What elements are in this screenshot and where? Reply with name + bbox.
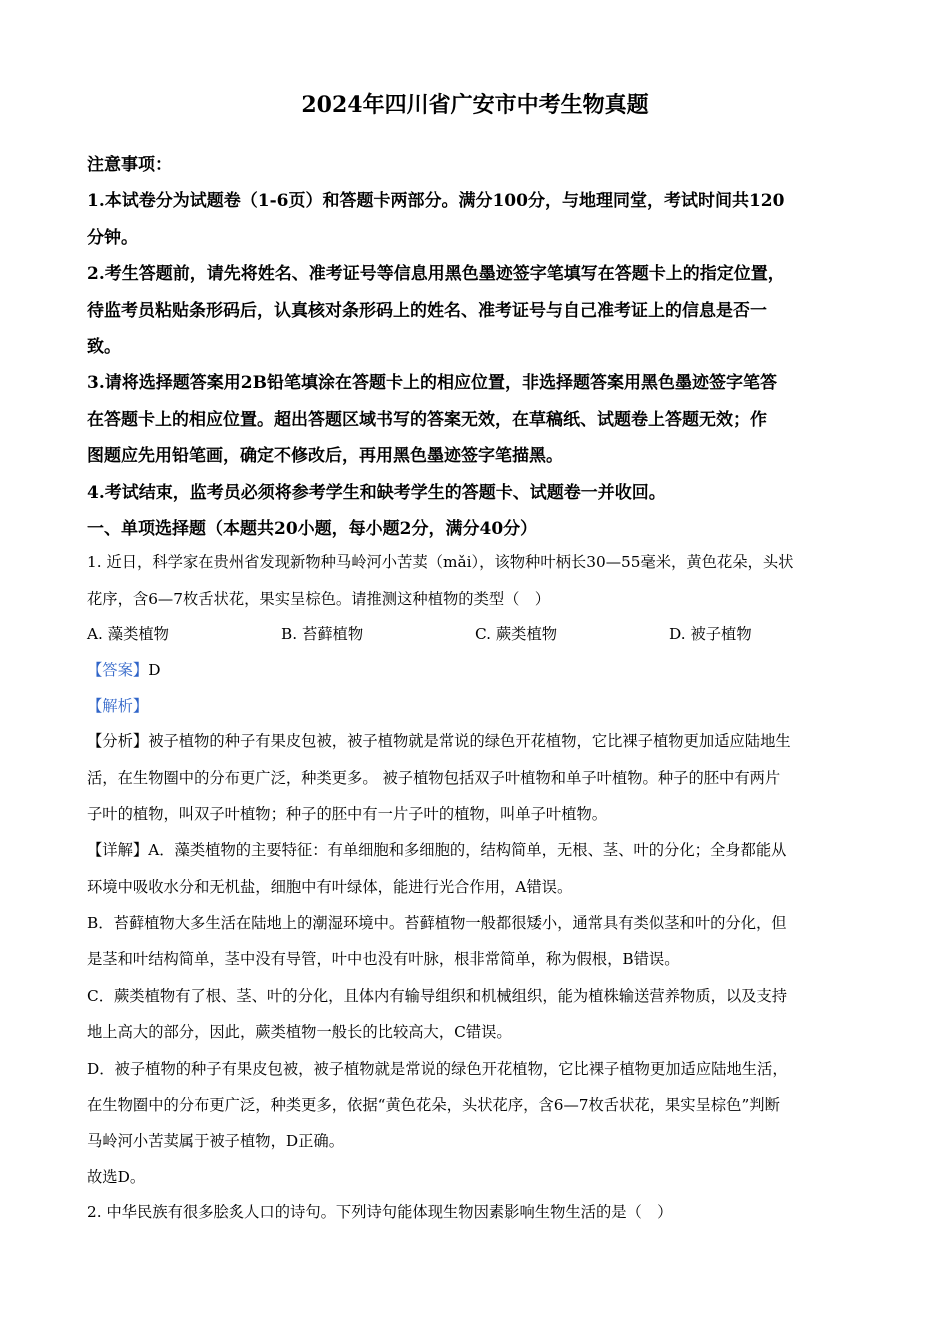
xiangjie-line: D．被子植物的种子有果皮包被，被子植物就是常说的绿色开花植物，它比裸子植物更加适应陆地生活， bbox=[87, 1060, 788, 1078]
notice-line: 分钟。 bbox=[87, 228, 138, 248]
notice-heading: 注意事项： bbox=[87, 155, 172, 175]
notice-line: 在答题卡上的相应位置。超出答题区域书写的答案无效，在草稿纸、试题卷上答题无效；作 bbox=[87, 410, 767, 430]
fenxi-line: 子叶的植物，叫双子叶植物；种子的胚中有一片子叶的植物，叫单子叶植物。 bbox=[87, 805, 608, 823]
option-c: C. 蕨类植物 bbox=[475, 625, 558, 643]
question-2-stem: 2. 中华民族有很多脍炙人口的诗句。下列诗句能体现生物因素影响生物生活的是（ ） bbox=[87, 1203, 673, 1221]
xiangjie-line: 环境中吸收水分和无机盐，细胞中有叶绿体，能进行光合作用，A错误。 bbox=[87, 878, 573, 896]
notice-line: 待监考员粘贴条形码后，认真核对条形码上的姓名、准考证号与自己准考证上的信息是否一 bbox=[87, 301, 767, 321]
fenxi-line: 活，在生物圈中的分布更广泛，种类更多。 被子植物包括双子叶植物和单子叶植物。种子的胚中有两片 bbox=[87, 769, 781, 787]
option-b: B. 苔藓植物 bbox=[281, 625, 364, 643]
xiangjie-text: A．藻类植物的主要特征：有单细胞和多细胞的，结构简单，无根、茎、叶的分化；全身都能从 bbox=[148, 841, 787, 859]
analysis-tag: 【解析】 bbox=[87, 697, 149, 715]
xiangjie-line: 是茎和叶结构简单，茎中没有导管，叶中也没有叶脉，根非常简单，称为假根，B错误。 bbox=[87, 950, 680, 968]
xiangjie-line: 马岭河小苦荬属于被子植物，D正确。 bbox=[87, 1132, 345, 1150]
xiangjie-line: B．苔藓植物大多生活在陆地上的潮湿环境中。苔藓植物一般都很矮小，通常具有类似茎和叶的分化，但 bbox=[87, 914, 787, 932]
section-heading: 一、单项选择题（本题共20小题，每小题2分，满分40分） bbox=[87, 519, 538, 539]
option-a: A. 藻类植物 bbox=[87, 625, 169, 643]
notice-line: 图题应先用铅笔画，确定不修改后，再用黑色墨迹签字笔描黑。 bbox=[87, 446, 563, 466]
notice-line: 2.考生答题前，请先将姓名、准考证号等信息用黑色墨迹签字笔填写在答题卡上的指定位置， bbox=[87, 264, 785, 284]
question-1-stem: 花序，含6—7枚舌状花，果实呈棕色。请推测这种植物的类型（ ） bbox=[87, 590, 551, 608]
notice-line: 1.本试卷分为试题卷（1-6页）和答题卡两部分。满分100分，与地理同堂，考试时间共120 bbox=[87, 191, 785, 211]
fenxi-tag: 【分析】 bbox=[87, 732, 149, 750]
notice-line: 4.考试结束，监考员必须将参考学生和缺考学生的答题卡、试题卷一并收回。 bbox=[87, 483, 666, 503]
xiangjie-line: 故选D。 bbox=[87, 1168, 146, 1186]
answer-value: D bbox=[148, 661, 161, 679]
answer-tag: 【答案】 bbox=[87, 661, 149, 679]
xiangjie-line: 在生物圈中的分布更广泛，种类更多，依据“黄色花朵，头状花序，含6—7枚舌状花，果实呈棕色”判断 bbox=[87, 1096, 780, 1114]
option-d: D. 被子植物 bbox=[669, 625, 752, 643]
xiangjie-tag: 【详解】 bbox=[87, 841, 149, 859]
xiangjie-line: 地上高大的部分，因此，蕨类植物一般长的比较高大，C错误。 bbox=[87, 1023, 512, 1041]
notice-line: 3.请将选择题答案用2B铅笔填涂在答题卡上的相应位置，非选择题答案用黑色墨迹签字笔答 bbox=[87, 373, 777, 393]
xiangjie-line: C．蕨类植物有了根、茎、叶的分化，且体内有输导组织和机械组织，能为植株输送营养物质，以及支持 bbox=[87, 987, 788, 1005]
fenxi-text: 被子植物的种子有果皮包被，被子植物就是常说的绿色开花植物，它比裸子植物更加适应陆地生 bbox=[148, 732, 791, 750]
xiangjie-line bbox=[87, 838, 786, 860]
answer-line bbox=[87, 658, 160, 680]
question-1-stem: 1. 近日，科学家在贵州省发现新物种马岭河小苦荬（mǎi），该物种叶柄长30—55毫米，黄色花朵，头状 bbox=[87, 553, 794, 571]
notice-line: 致。 bbox=[87, 337, 121, 357]
page-title: 2024年四川省广安市中考生物真题 bbox=[301, 92, 649, 118]
fenxi-line bbox=[87, 729, 791, 751]
